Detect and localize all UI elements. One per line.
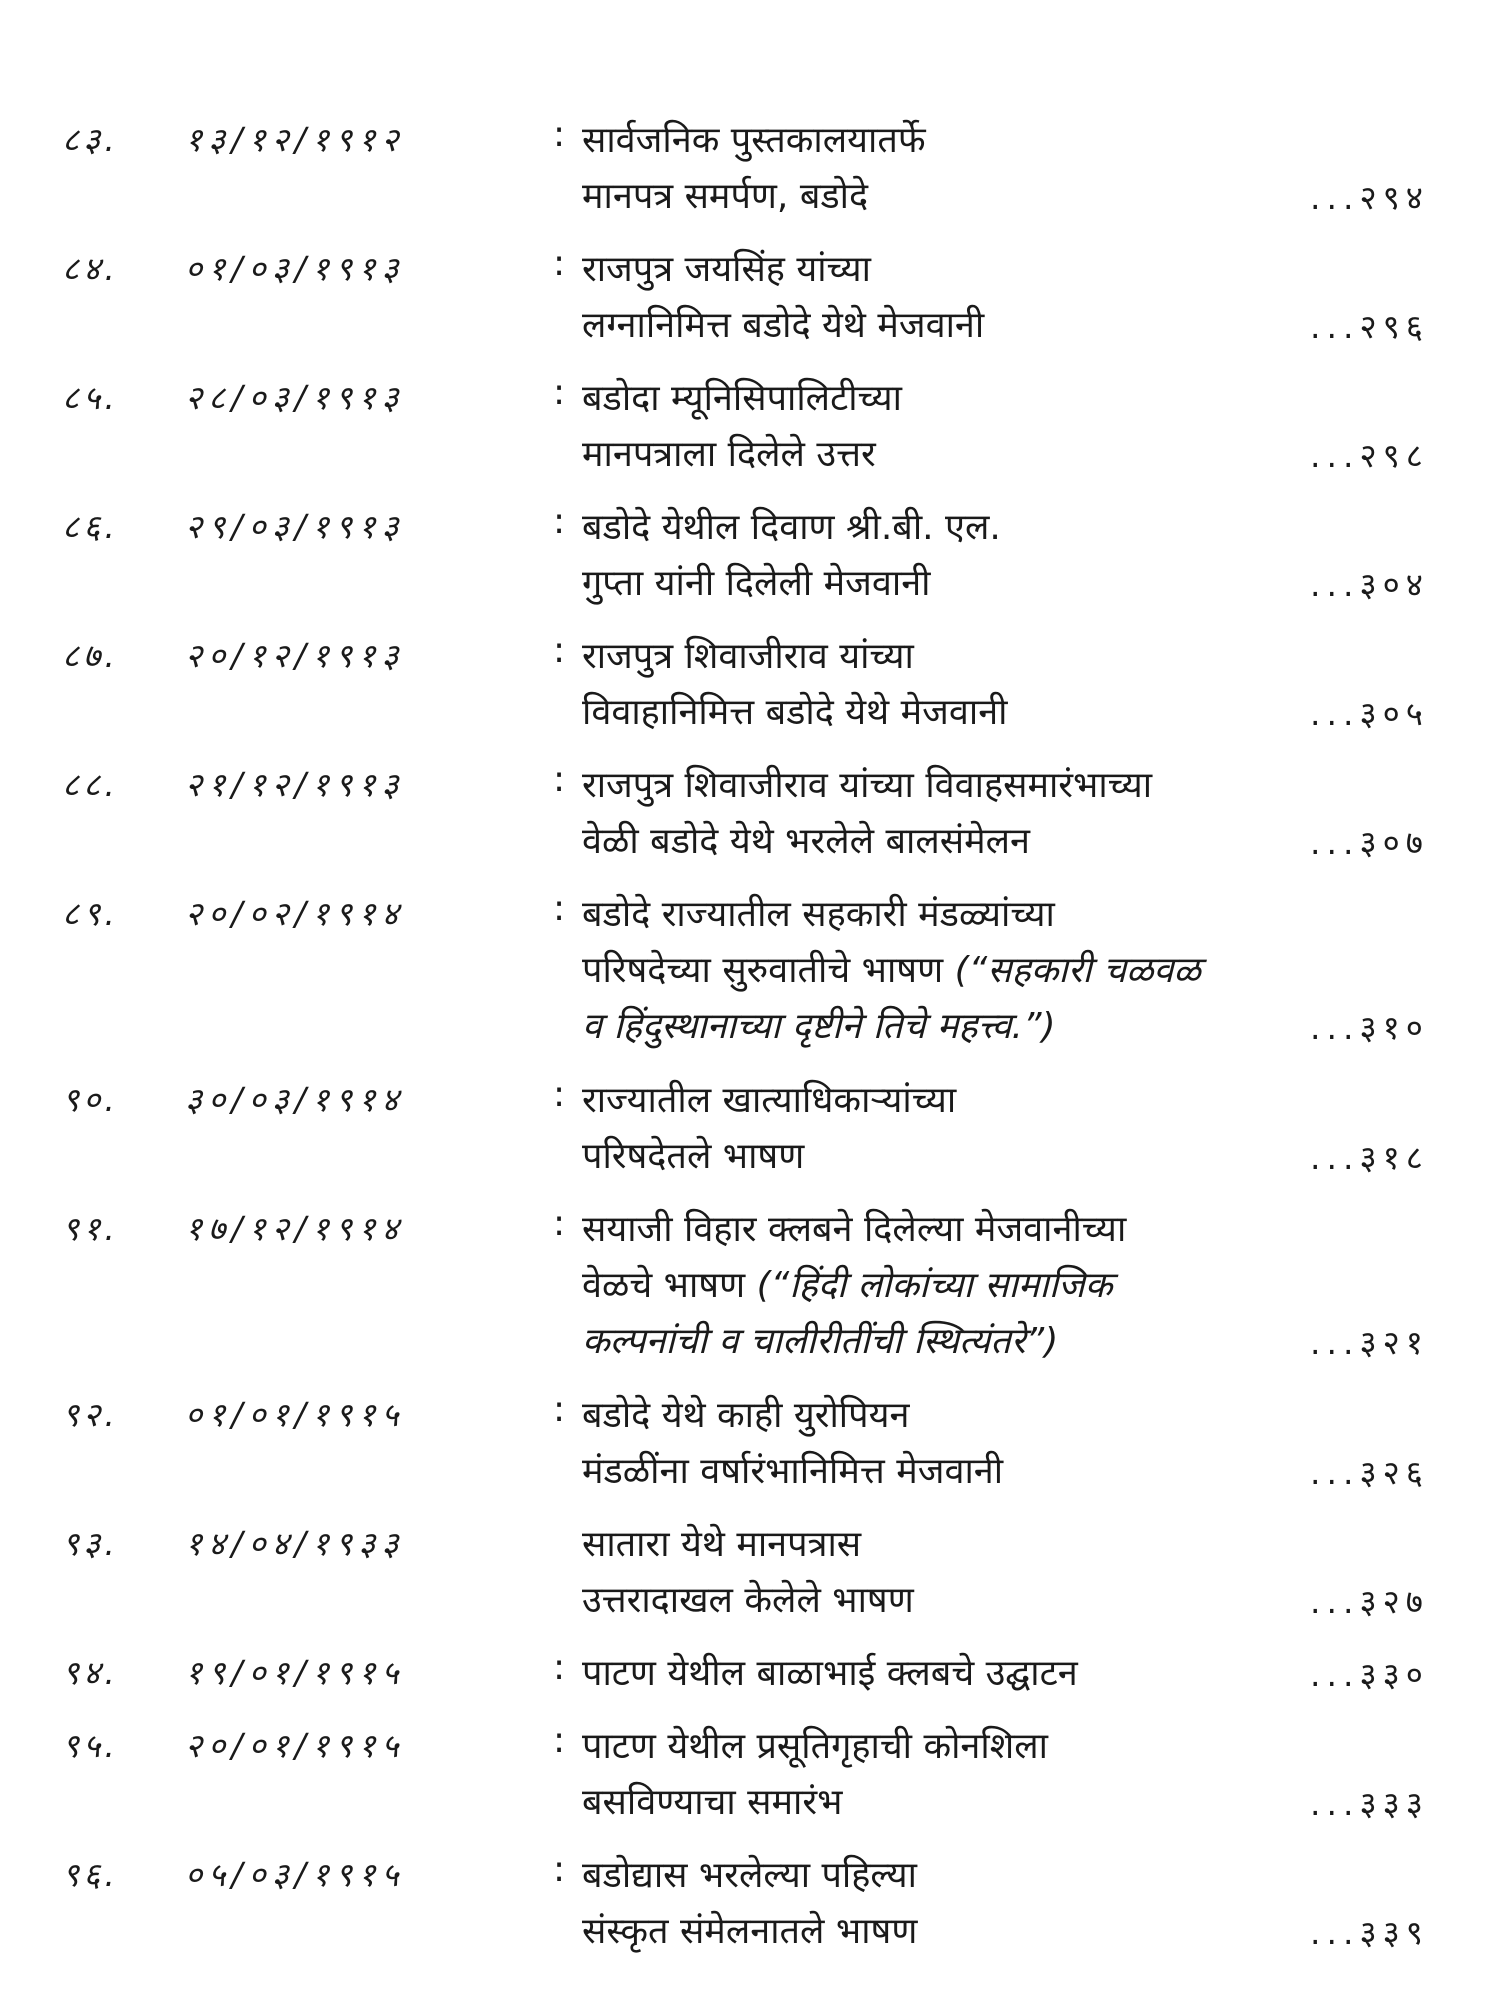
- entry-date: १९/०१/१९१५: [185, 1653, 405, 1692]
- entry-page: ...३३०: [1310, 1655, 1429, 1694]
- entry-number: ९४.: [62, 1653, 119, 1692]
- entry-number: ८३.: [62, 120, 119, 159]
- entry-date: ०१/०३/१९१३: [185, 249, 405, 288]
- entry-page: ...३२१: [1310, 1323, 1429, 1362]
- entry-number: ९३.: [62, 1524, 119, 1563]
- entry-title-line-1: बडोदे येथे काही युरोपियन: [582, 1395, 910, 1436]
- entry-page: ...३२७: [1310, 1582, 1429, 1621]
- entry-title-line-2: लग्नानिमित्त बडोदे येथे मेजवानी: [582, 305, 985, 346]
- entry-title-line-2: संस्कृत संमेलनातले भाषण: [582, 1911, 918, 1952]
- entry-title-line-1: पाटण येथील प्रसूतिगृहाची कोनशिला: [582, 1726, 1048, 1767]
- entry-date: २९/०३/१९१३: [185, 507, 405, 546]
- entry-title-line-1: बडोदे राज्यातील सहकारी मंडळ्यांच्या: [582, 894, 1055, 935]
- entry-colon: :: [553, 1389, 566, 1430]
- entry-subtitle-italic: (“सहकारी चळवळ: [954, 950, 1201, 991]
- entry-date: २०/१२/१९१३: [185, 636, 405, 675]
- entry-colon: :: [553, 1203, 566, 1244]
- entry-colon: :: [553, 1849, 566, 1890]
- entry-colon: :: [553, 1647, 566, 1688]
- entry-title-line-2: वेळी बडोदे येथे भरलेले बालसंमेलन: [582, 821, 1031, 862]
- entry-title-line-1: बडोदे येथील दिवाण श्री.बी. एल.: [582, 507, 1001, 548]
- entry-title-line-2-plain: परिषदेच्या सुरुवातीचे भाषण: [582, 950, 955, 991]
- entry-title-line-2: गुप्ता यांनी दिलेली मेजवानी: [582, 563, 931, 604]
- entry-title-line-1: सयाजी विहार क्लबने दिलेल्या मेजवानीच्या: [582, 1209, 1127, 1250]
- entry-date: १४/०४/१९३३: [185, 1524, 405, 1563]
- entry-colon: :: [553, 114, 566, 155]
- entry-title-line-1: राजपुत्र शिवाजीराव यांच्या विवाहसमारंभाच्या: [582, 765, 1153, 806]
- entry-page: ...२९८: [1310, 436, 1429, 475]
- entry-colon: :: [553, 888, 566, 929]
- entry-title-line-1: राजपुत्र शिवाजीराव यांच्या: [582, 636, 914, 677]
- entry-title-line-2-plain: वेळचे भाषण: [582, 1265, 757, 1306]
- entry-page: ...३३३: [1310, 1784, 1429, 1823]
- entry-title-line-3: कल्पनांची व चालीरीतींची स्थित्यंतरे”): [582, 1321, 1059, 1362]
- entry-page: ...२९४: [1310, 178, 1429, 217]
- entry-number: ९५.: [62, 1726, 119, 1765]
- entry-number: ८८.: [62, 765, 119, 804]
- entry-title-line-1: राज्यातील खात्याधिकाऱ्यांच्या: [582, 1080, 957, 1121]
- entry-page: ...३०७: [1310, 823, 1429, 862]
- entry-title-line-3: व हिंदुस्थानाच्या दृष्टीने तिचे महत्त्व.”): [582, 1006, 1056, 1047]
- entry-title-line-2: [582, 944, 1201, 993]
- entry-title-line-1: सातारा येथे मानपत्रास: [582, 1524, 862, 1565]
- entry-date: १३/१२/१९१२: [185, 120, 405, 159]
- entry-number: ८९.: [62, 894, 119, 933]
- entry-colon: :: [553, 372, 566, 413]
- entry-number: ८४.: [62, 249, 119, 288]
- entry-date: २८/०३/१९१३: [185, 378, 405, 417]
- entry-page: ...३२६: [1310, 1453, 1429, 1492]
- entry-title-line-1: पाटण येथील बाळाभाई क्लबचे उद्घाटन: [582, 1653, 1078, 1694]
- entry-date: २०/०१/१९१५: [185, 1726, 405, 1765]
- entry-page: ...३३९: [1310, 1913, 1429, 1952]
- entry-title-line-2: मानपत्र समर्पण, बडोदे: [582, 176, 869, 217]
- entry-subtitle-italic: (“हिंदी लोकांच्या सामाजिक: [756, 1265, 1113, 1306]
- entry-title-line-2: उत्तरादाखल केलेले भाषण: [582, 1580, 914, 1621]
- entry-page: ...३१०: [1310, 1008, 1429, 1047]
- entry-title-line-2: विवाहानिमित्त बडोदे येथे मेजवानी: [582, 692, 1008, 733]
- entry-number: ९२.: [62, 1395, 119, 1434]
- entry-title-line-1: सार्वजनिक पुस्तकालयातर्फे: [582, 120, 926, 161]
- entry-page: ...३०४: [1310, 565, 1429, 604]
- entry-colon: :: [553, 243, 566, 284]
- entry-colon: :: [553, 501, 566, 542]
- entry-number: ८५.: [62, 378, 119, 417]
- entry-date: ०१/०१/१९१५: [185, 1395, 405, 1434]
- entry-title-line-2: परिषदेतले भाषण: [582, 1136, 805, 1177]
- entry-title-line-1: बडोद्यास भरलेल्या पहिल्या: [582, 1855, 918, 1896]
- entry-page: ...२९६: [1310, 307, 1429, 346]
- entry-number: ९१.: [62, 1209, 119, 1248]
- entry-number: ८६.: [62, 507, 119, 546]
- entry-title-line-2: मंडळींना वर्षारंभानिमित्त मेजवानी: [582, 1451, 1004, 1492]
- entry-title-line-1: बडोदा म्यूनिसिपालिटीच्या: [582, 378, 902, 419]
- entry-date: ३०/०३/१९१४: [185, 1080, 405, 1119]
- entry-colon: :: [553, 759, 566, 800]
- entry-number: ९०.: [62, 1080, 119, 1119]
- entry-page: ...३०५: [1310, 694, 1429, 733]
- entry-date: २१/१२/१९१३: [185, 765, 405, 804]
- entry-colon: :: [553, 1720, 566, 1761]
- entry-title-line-1: राजपुत्र जयसिंह यांच्या: [582, 249, 871, 290]
- entry-date: १७/१२/१९१४: [185, 1209, 405, 1248]
- entry-title-line-2: मानपत्राला दिलेले उत्तर: [582, 434, 876, 475]
- entry-colon: :: [553, 1074, 566, 1115]
- entry-number: ८७.: [62, 636, 119, 675]
- entry-title-line-2: [582, 1259, 1112, 1308]
- entry-page: ...३१८: [1310, 1138, 1429, 1177]
- entry-title-line-2: बसविण्याचा समारंभ: [582, 1782, 843, 1823]
- entry-colon: :: [553, 630, 566, 671]
- entry-number: ९६.: [62, 1855, 119, 1894]
- entry-date: २०/०२/१९१४: [185, 894, 405, 933]
- entry-date: ०५/०३/१९१५: [185, 1855, 405, 1894]
